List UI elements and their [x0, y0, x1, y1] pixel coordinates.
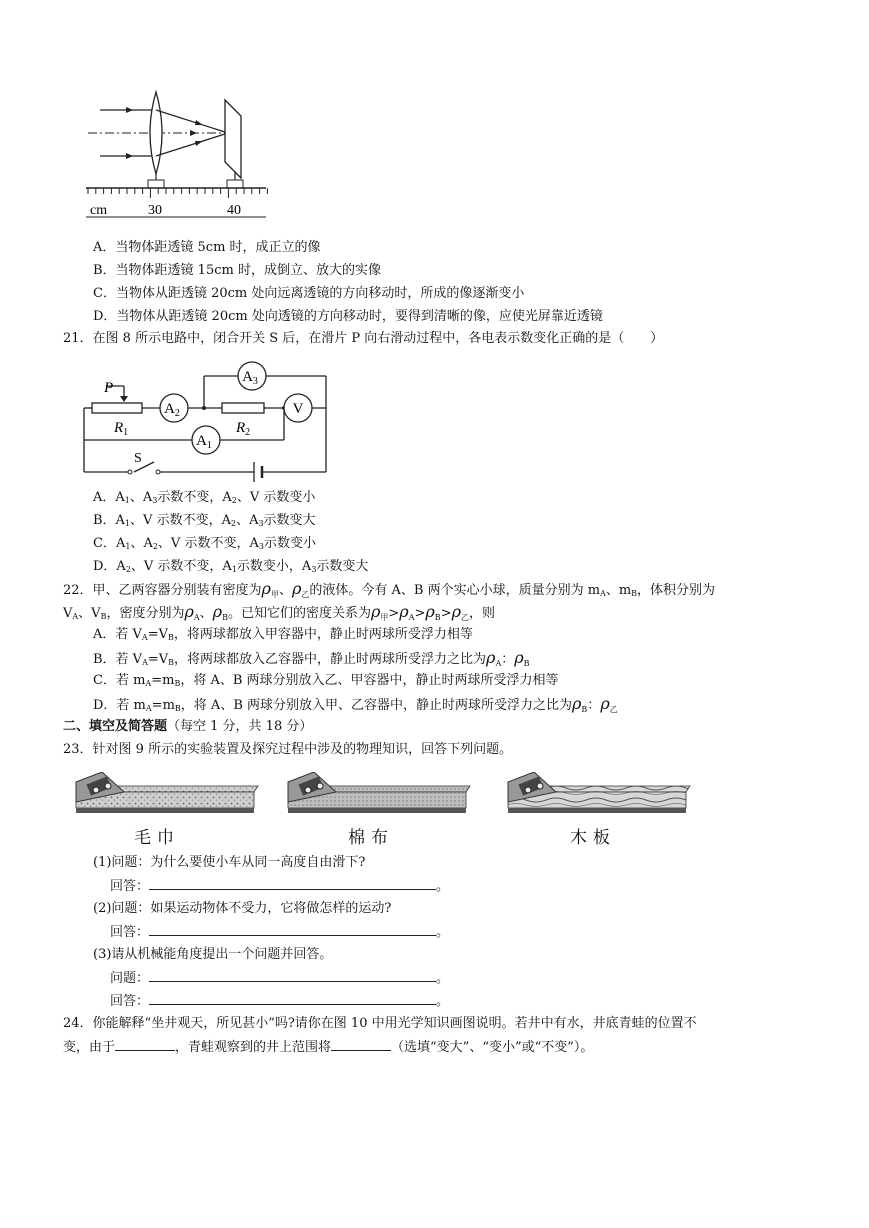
- meter-a2-sub: 2: [174, 408, 180, 419]
- meter-a3-sub: 3: [252, 376, 258, 387]
- q21-option-a: A．$A_1$、$A_3$示数不变，$A_2$、V 示数变小: [93, 490, 316, 505]
- q20-option-d: D．当物体从距透镜 20cm 处向透镜的方向移动时，要得到清晰的像，应使光屏靠近透镜: [93, 309, 603, 324]
- answer-blank-4[interactable]: [149, 992, 436, 1005]
- q24-line-2: 变，由于 ，青蛙观察到的井上范围将 （选填“变大”、“变小”或“不变”）。: [63, 1040, 594, 1055]
- resistor-r2-sub: 2: [245, 427, 251, 438]
- surface-label-wood: 木板: [570, 828, 616, 848]
- q21-stem: 21．在图 8 所示电路中，闭合开关 S 后，在滑片 P 向右滑动过程中，各电表示数变化正确的是（ ）: [63, 331, 664, 346]
- meter-a1-label: A: [196, 433, 207, 449]
- resistor-r1-label: R: [114, 420, 124, 436]
- q23-answer-3-question: 问题： 。: [110, 971, 450, 986]
- q22-option-d: D．若 $m_A=m_B$，将 A、B 两球分别放入甲、乙容器中，静止时两球所受浮力之比为$\rho_B$：$\rho_乙$: [93, 694, 618, 714]
- meter-a1-sub: 1: [206, 440, 212, 451]
- slider-p-label: P: [104, 380, 114, 396]
- q22-option-b: B．若 $V_A=V_B$，将两球都放入乙容器中，静止时两球所受浮力之比为$\rho_A$：$\rho_B$: [93, 648, 530, 668]
- q24-line-1: 24．你能解释“坐井观天，所见甚小”吗?请你在图 10 中用光学知识画图说明。若井中有水，井底青蛙的位置不: [63, 1016, 697, 1031]
- q23-question-3: (3)请从机械能角度提出一个问题并回答。: [93, 947, 333, 962]
- q20-option-c: C．当物体从距透镜 20cm 处向远离透镜的方向移动时，所成的像逐渐变小: [93, 286, 525, 301]
- ruler-label-30: 30: [148, 203, 162, 218]
- ruler-unit: cm: [90, 203, 108, 218]
- resistor-r2-label: R: [236, 420, 246, 436]
- svg-text:R2: [235, 420, 250, 438]
- incline-surfaces-figure: [74, 772, 694, 828]
- svg-text:R1: [113, 420, 128, 438]
- meter-v-label: V: [292, 401, 304, 417]
- meter-a3-label: A: [242, 369, 253, 385]
- q22-option-a: A．若 $V_A=V_B$，将两球都放入甲容器中，静止时两球所受浮力相等: [93, 627, 473, 642]
- surface-label-cotton: 棉布: [348, 828, 394, 848]
- q22-line-2: $V_A$、$V_B$，密度分别为$\rho_A$、$\rho_B$。已知它们的密度关系为$\rho_甲>\rho_A>\rho_B>\rho_乙$，则: [63, 602, 496, 622]
- q20-option-b: B．当物体距透镜 15cm 时，成倒立、放大的实像: [93, 263, 381, 278]
- q23-stem: 23．针对图 9 所示的实验装置及探究过程中涉及的物理知识，回答下列问题。: [63, 742, 513, 757]
- answer-blank-1[interactable]: [149, 877, 436, 890]
- resistor-r1-sub: 1: [123, 427, 129, 438]
- q24-blank-2[interactable]: [331, 1038, 391, 1051]
- answer-blank-3[interactable]: [149, 969, 436, 982]
- surface-label-towel: 毛巾: [134, 828, 180, 848]
- q23-question-1: (1)问题：为什么要使小车从同一高度自由滑下?: [93, 855, 366, 870]
- q23-answer-3-answer: 回答： 。: [110, 994, 450, 1009]
- switch-s-label: S: [134, 451, 142, 466]
- ruler-label-40: 40: [227, 203, 241, 218]
- q24-blank-1[interactable]: [115, 1038, 175, 1051]
- q23-question-2: (2)问题：如果运动物体不受力，它将做怎样的运动?: [93, 901, 392, 916]
- q21-option-d: D．$A_2$、V 示数不变，$A_1$示数变小，$A_3$示数变大: [93, 559, 369, 574]
- q23-answer-2: 回答： 。: [110, 925, 450, 940]
- lens-bench-figure: [80, 86, 272, 220]
- q23-answer-1: 回答： 。: [110, 879, 450, 894]
- q22-option-c: C．若 $m_A=m_B$，将 A、B 两球分别放入乙、甲容器中，静止时两球所受浮力相等: [93, 673, 559, 688]
- q22-line-1: 22．甲、乙两容器分别装有密度为$\rho_甲$、$\rho_乙$的液体。今有 A、B 两个实心小球，质量分别为 $m_A$、$m_B$，体积分别为: [63, 579, 716, 599]
- meter-a2-label: A: [164, 401, 175, 417]
- section-heading: 二、填空及简答题（每空 1 分，共 18 分）: [63, 719, 313, 734]
- q20-option-a: A．当物体距透镜 5cm 时，成正立的像: [93, 240, 321, 255]
- circuit-diagram: [82, 358, 332, 483]
- q21-option-c: C．$A_1$、$A_2$、V 示数不变，$A_3$示数变小: [93, 536, 316, 551]
- q21-option-b: B．$A_1$、V 示数不变，$A_2$、$A_3$示数变大: [93, 513, 316, 528]
- answer-blank-2[interactable]: [149, 923, 436, 936]
